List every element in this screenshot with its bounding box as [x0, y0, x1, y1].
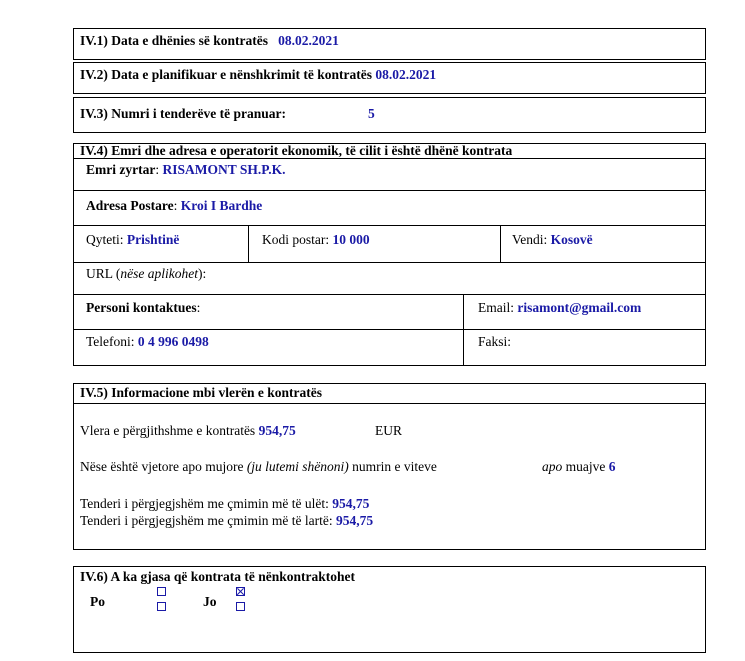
email-label: Email:: [478, 300, 518, 315]
duration-apo: apo: [542, 459, 563, 474]
official-name-value: RISAMONT SH.P.K.: [162, 162, 286, 177]
url-note: nëse aplikohet: [120, 266, 198, 281]
official-name: [86, 162, 286, 178]
phone-label: Telefoni:: [86, 334, 138, 349]
postal-address: [86, 198, 262, 214]
total-value-label: Vlera e përgjithshme e kontratës: [80, 423, 259, 438]
currency: EUR: [375, 423, 402, 438]
option-jo-checkbox-checked[interactable]: [236, 587, 245, 596]
email-value: risamont@gmail.com: [517, 300, 642, 315]
duration-mid: numrin e viteve: [348, 459, 437, 474]
url: [86, 266, 206, 282]
city-label: Qyteti:: [86, 232, 127, 247]
contract-value-section-title: IV.5) Informacione mbi vlerën e kontratës: [80, 385, 322, 400]
city-value: Prishtinë: [126, 232, 180, 247]
postal-code-label: Kodi postar:: [262, 232, 333, 247]
total-value: [80, 423, 296, 439]
url-label: URL (: [86, 266, 121, 281]
planned-signing-date-label: IV.2) Data e planifikuar e nënshkrimit të kontratës: [80, 67, 373, 82]
contract-award-date-label: IV.1) Data e dhënies së kontratës: [80, 33, 268, 48]
tenders-received-label: IV.3) Numri i tenderëve të pranuar:: [80, 106, 286, 121]
duration-note: (ju lutemi shënoni): [246, 459, 349, 474]
highest-tender-value: 954,75: [335, 513, 374, 528]
operator-section-title: IV.4) Emri dhe adresa e operatorit ekonomik, të cilit i është dhënë kontrata: [80, 143, 513, 158]
lowest-tender: [80, 496, 369, 512]
postal-address-sep: :: [173, 198, 181, 213]
lowest-tender-value: 954,75: [332, 496, 370, 511]
email: [478, 300, 641, 316]
option-po-checkbox-top[interactable]: [157, 587, 166, 596]
planned-signing-date: [80, 67, 436, 83]
fax-label: Faksi:: [478, 334, 512, 349]
duration-months: [542, 459, 616, 475]
total-value-amount: 954,75: [258, 423, 296, 438]
duration-months-value: 6: [608, 459, 616, 474]
url-end: ):: [197, 266, 207, 281]
option-jo-checkbox[interactable]: [236, 602, 245, 611]
country: [512, 232, 593, 248]
tenders-received-value: 5: [368, 106, 375, 121]
contact-person: [86, 300, 200, 316]
city: [86, 232, 179, 248]
planned-signing-date-value: 08.02.2021: [375, 67, 437, 82]
subcontract-section-title: IV.6) A ka gjasa që kontrata të nënkontraktohet: [80, 569, 356, 584]
highest-tender: [80, 513, 373, 529]
duration-text: [80, 459, 437, 475]
postal-address-label: Adresa Postare: [86, 198, 174, 213]
option-po-label: Po: [90, 594, 105, 609]
contact-person-colon: :: [196, 300, 201, 315]
contract-award-date: [80, 33, 339, 49]
country-value: Kosovë: [550, 232, 593, 247]
option-po-checkbox[interactable]: [157, 602, 166, 611]
official-name-sep: :: [155, 162, 163, 177]
country-label: Vendi:: [512, 232, 551, 247]
phone: [86, 334, 209, 350]
postal-code: [262, 232, 370, 248]
contact-person-label: Personi kontaktues: [86, 300, 197, 315]
lowest-tender-label: Tenderi i përgjegjshëm me çmimin më të ulët:: [80, 496, 333, 511]
option-jo-label: Jo: [203, 594, 217, 609]
highest-tender-label: Tenderi i përgjegjshëm me çmimin më të lartë:: [80, 513, 336, 528]
postal-code-value: 10 000: [332, 232, 370, 247]
duration-months-label: muajve: [562, 459, 609, 474]
postal-address-value: Kroi I Bardhe: [180, 198, 263, 213]
duration-pre: Nëse është vjetore apo mujore: [80, 459, 247, 474]
contract-award-date-value: 08.02.2021: [278, 33, 339, 48]
phone-value: 0 4 996 0498: [137, 334, 209, 349]
official-name-label: Emri zyrtar: [86, 162, 156, 177]
